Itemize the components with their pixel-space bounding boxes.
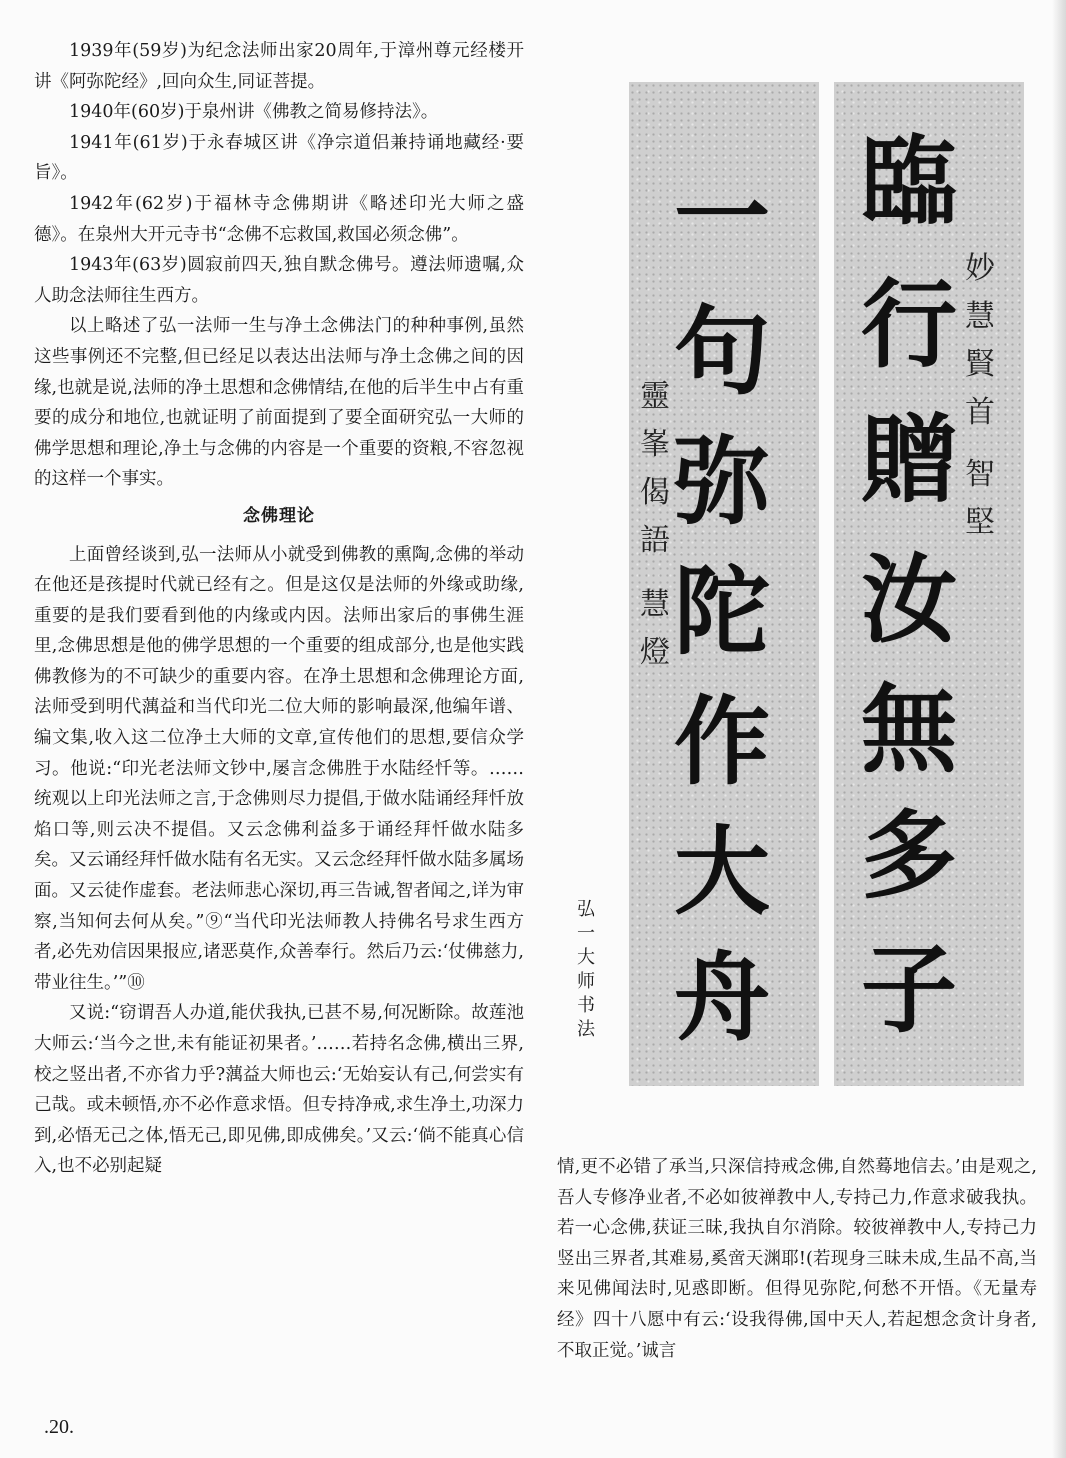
section-heading: 念佛理论 bbox=[243, 505, 315, 526]
calligraphy-caption bbox=[566, 898, 606, 1042]
inscription-char: 燈 bbox=[640, 635, 670, 670]
scroll-char: 子 bbox=[861, 933, 957, 1046]
scroll-char: 臨 bbox=[861, 125, 957, 238]
inscription-char: 語 bbox=[640, 523, 670, 558]
scroll-char: 句 bbox=[674, 295, 770, 408]
scroll-char: 無 bbox=[861, 673, 957, 786]
calligraphy-scroll-right bbox=[834, 82, 1024, 1086]
page-edge-shadow bbox=[1052, 0, 1066, 1458]
scroll-char: 弥 bbox=[674, 425, 770, 538]
page-number: .20. bbox=[44, 1416, 74, 1438]
caption-char: 法 bbox=[577, 1019, 595, 1040]
scroll-char: 作 bbox=[674, 685, 770, 798]
paragraph-1942: 1942年(62岁)于福林寺念佛期讲《略述印光大师之盛德》。在泉州大开元寺书“念佛不忘救国,救国必须念佛”。 bbox=[34, 193, 524, 245]
scroll-char: 大 bbox=[674, 815, 770, 928]
scroll-char: 一 bbox=[674, 161, 770, 274]
inscription-char: 堅 bbox=[965, 505, 995, 540]
paragraph-1943: 1943年(63岁)圆寂前四天,独自默念佛号。遵法师遗嘱,众人助念法师往生西方。 bbox=[34, 255, 524, 306]
inscription-char: 靈 bbox=[640, 379, 670, 414]
right-text-column bbox=[557, 1152, 1037, 1366]
caption-char: 一 bbox=[577, 923, 595, 944]
paragraph-theory-1: 上面曾经谈到,弘一法师从小就受到佛教的熏陶,念佛的举动在他还是孩提时代就已经有之。但是这仅是法师的外缘或助缘,重要的是我们要看到他的内缘或内因。法师出家后的事佛生涯里,念佛思想是他的佛学思想的一个重要的组成部分,也是他实践佛教修为的不可缺少的重要内容。在净土思想和念佛理论方面,法师受到明代蕅益和当代印光二位大师的影响最深,他编年谱、编文集,收入这二位净土大师的文章,宣传他们的思想,要信众学习。他说:“印光老法师文钞中,屡言念佛胜于水陆经忏等。……统观以上印光法师之言,于念佛则尽力提倡,于做水陆诵经拜忏放焰口等,则云决不提倡。又云念佛利益多于诵经拜忏做水陆多矣。又云诵经拜忏做水陆有名无实。又云念经拜忏做水陆多属场面。又云徒作虚套。老法师悲心深切,再三告诫,智者闻之,详为审察,当知何去何从矣。”⑨“当代印光法师教人持佛名号求生西方者,必先劝信因果报应,诸恶莫作,众善奉行。然后乃云:‘仗佛慈力,带业往生。’”⑩ bbox=[34, 544, 524, 993]
caption-char: 弘 bbox=[577, 899, 595, 920]
left-text-column bbox=[34, 36, 524, 1182]
inscription-char: 首 bbox=[965, 395, 995, 430]
paragraph-continuation: 情,更不必错了承当,只深信持戒念佛,自然蓦地信去。’由是观之,吾人专修净业者,不必如彼禅教中人,专持己力,作意求破我执。若一心念佛,获证三昧,我执自尔消除。较彼禅教中人,专持己力竖出三界者,其难易,奚啻天渊耶!(若现身三昧未成,生品不高,当来见佛闻法时,见惑即断。但得见弥陀,何愁不开悟。《无量寿经》四十八愿中有云:‘设我得佛,国中天人,若起想念贪计身者,不取正觉。’诚言 bbox=[557, 1157, 1037, 1361]
inscription-char: 偈 bbox=[640, 475, 670, 510]
inscription-char: 慧 bbox=[640, 587, 670, 622]
paragraph-1940: 1940年(60岁)于泉州讲《佛教之简易修持法》。 bbox=[69, 102, 439, 123]
inscription-char: 慧 bbox=[965, 299, 995, 334]
caption-char: 大 bbox=[577, 947, 595, 968]
inscription-char: 賢 bbox=[965, 347, 995, 382]
inscription-char: 峯 bbox=[640, 427, 670, 462]
scroll-char: 汝 bbox=[861, 543, 957, 656]
paragraph-1939: 1939年(59岁)为纪念法师出家20周年,于漳州尊元经楼开讲《阿弥陀经》,回向众生,同证菩提。 bbox=[34, 41, 524, 92]
paragraph-1941: 1941年(61岁)于永春城区讲《净宗道侣兼持诵地藏经·要旨》。 bbox=[34, 132, 524, 184]
scroll-char: 陀 bbox=[674, 555, 770, 668]
inscription-char: 智 bbox=[965, 457, 995, 492]
caption-char: 师 bbox=[577, 971, 595, 992]
scroll-char: 多 bbox=[861, 799, 957, 912]
calligraphy-scroll-left bbox=[629, 82, 819, 1086]
caption-char: 书 bbox=[577, 995, 595, 1016]
inscription-char: 妙 bbox=[965, 251, 995, 286]
paragraph-summary: 以上略述了弘一法师一生与净土念佛法门的种种事例,虽然这些事例还不完整,但已经足以表达出法师与净土念佛之间的因缘,也就是说,法师的净土思想和念佛情结,在他的后半生中占有重要的成分和地位,也就证明了前面提到了要全面研究弘一大师的佛学思想和理论,净土与念佛的内容是一个重要的资粮,不容忽视的这样一个事实。 bbox=[34, 316, 524, 490]
paragraph-theory-2: 又说:“窃谓吾人办道,能伏我执,已甚不易,何况断除。故莲池大师云:‘当今之世,未有能证初果者。’……若持名念佛,横出三界,校之竖出者,不亦省力乎?蕅益大师也云:‘无始妄认有己,何尝实有己哉。或未顿悟,亦不必作意求悟。但专持净戒,求生净土,功深力到,必悟无己之体,悟无己,即见佛,即成佛矣。’又云:‘倘不能真心信入,也不必别起疑 bbox=[34, 1003, 524, 1177]
scroll-char: 舟 bbox=[674, 941, 770, 1054]
scroll-char: 贈 bbox=[861, 403, 957, 516]
scroll-char: 行 bbox=[861, 268, 957, 381]
